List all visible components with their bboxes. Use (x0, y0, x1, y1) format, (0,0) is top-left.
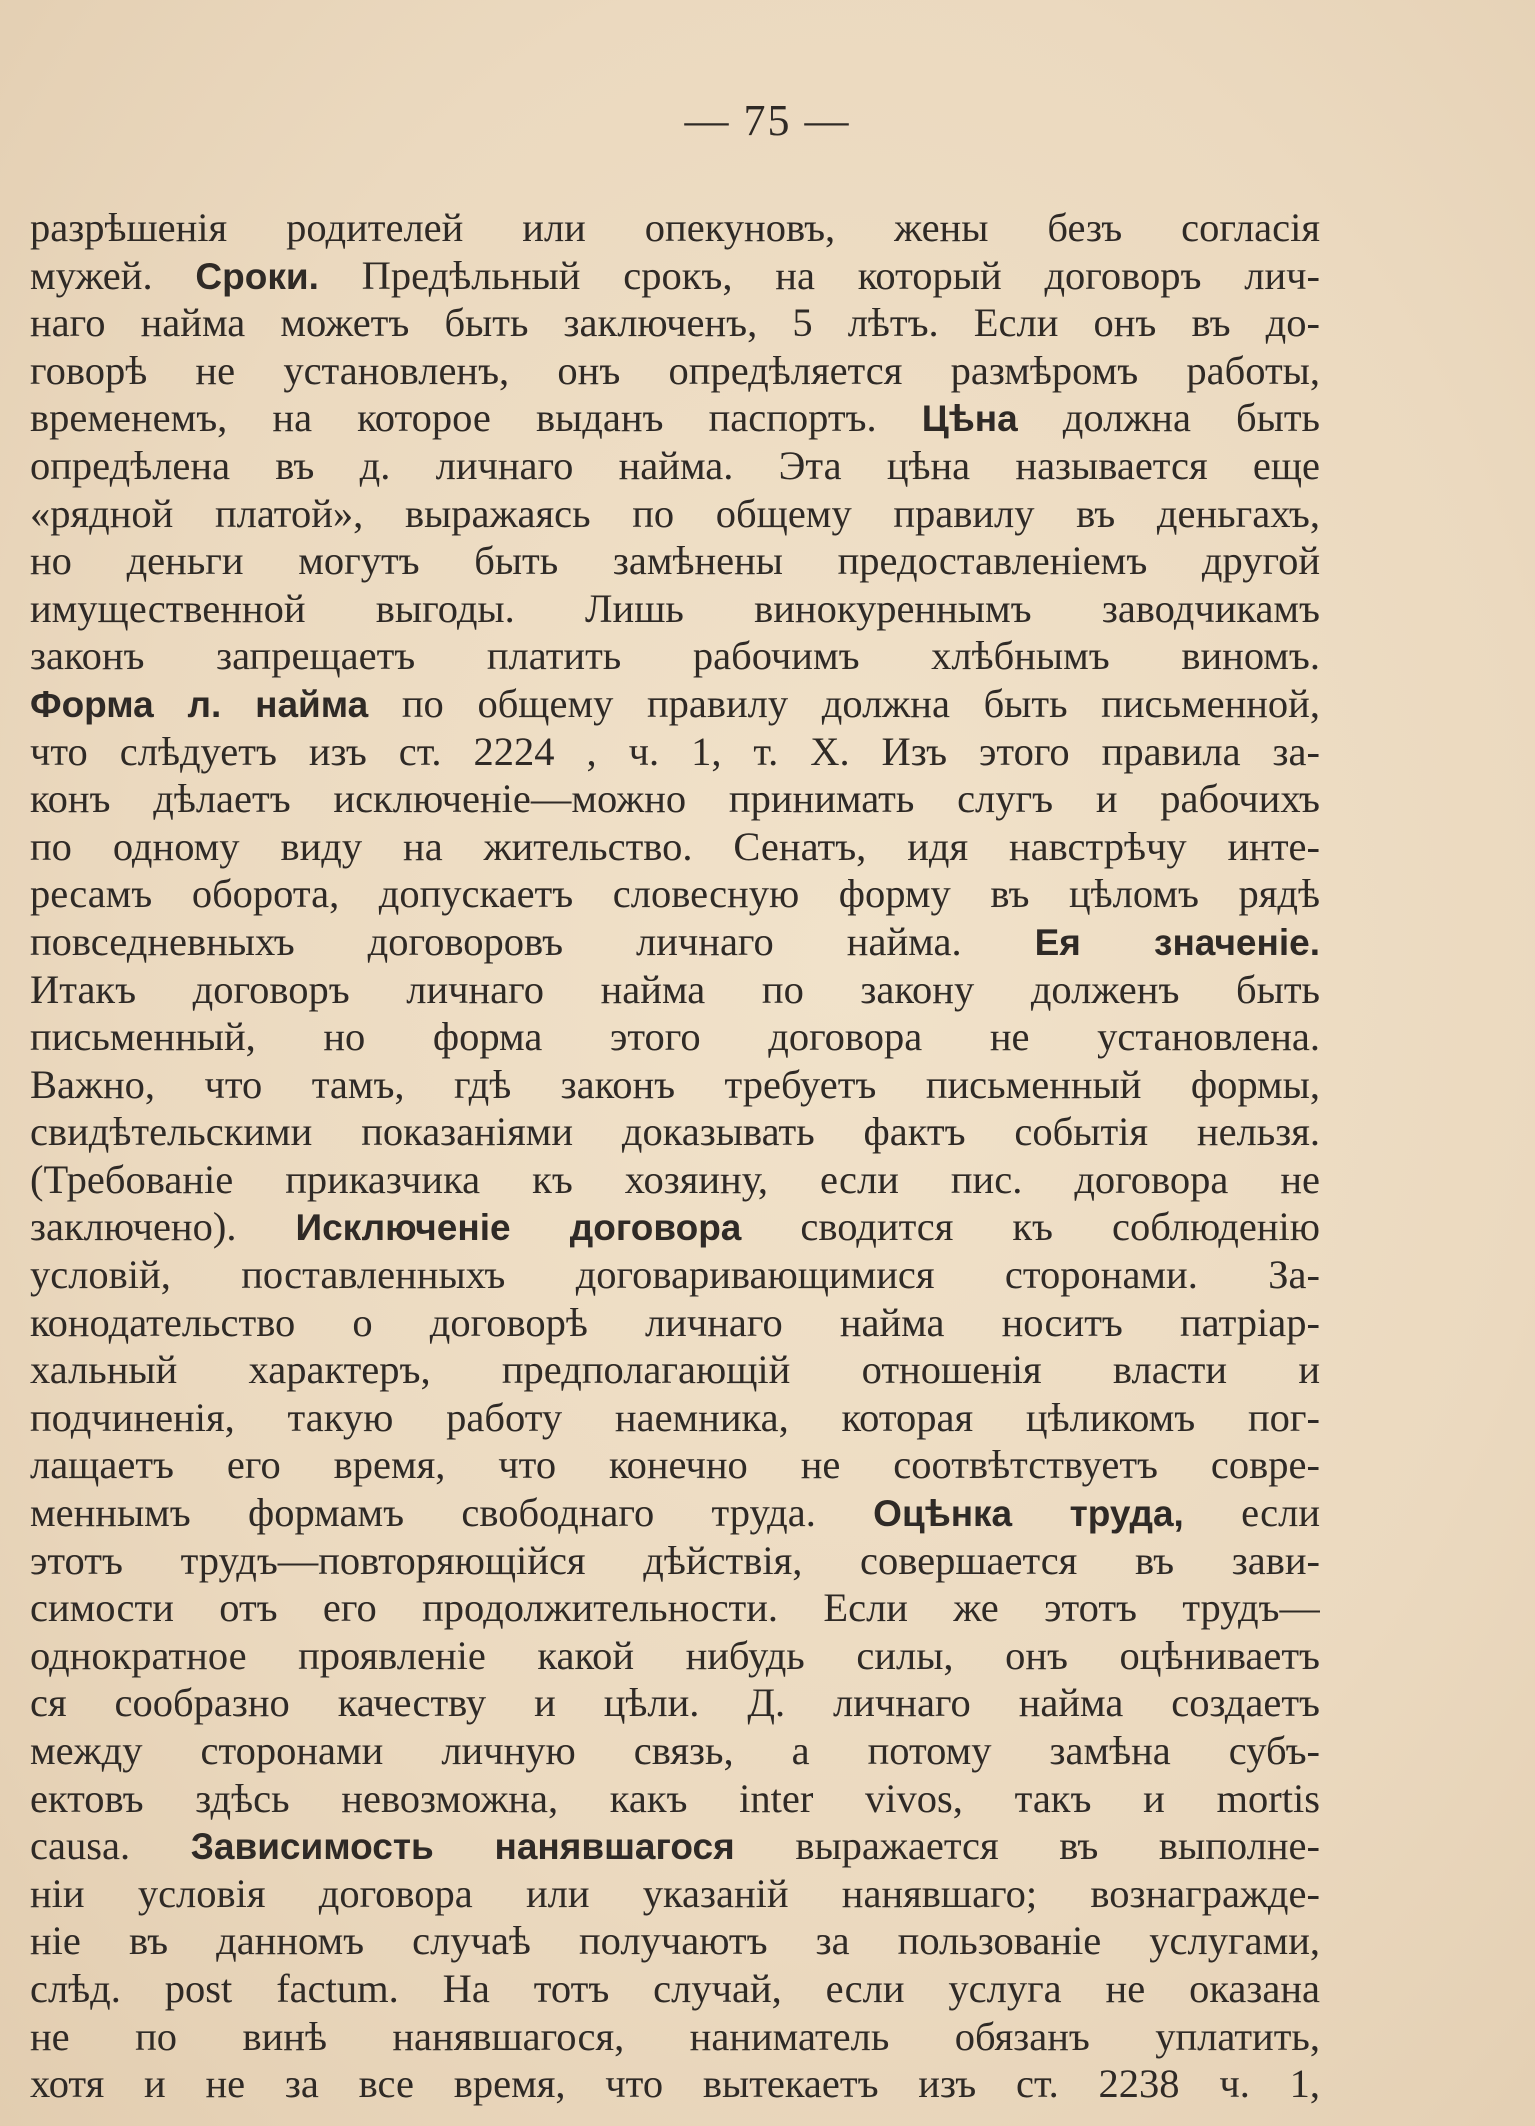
text-run: Итакъ договоръ личнаго найма по закону долженъ быть (30, 966, 1320, 1012)
text-line (30, 299, 1320, 347)
text-run: хотя и не за все время, что вытекаетъ изъ ст. 2238 ч. 1, (30, 2061, 1320, 2107)
text-line (30, 537, 1320, 585)
text-line (30, 1203, 1320, 1251)
text-run: по общему правилу должна быть письменной, (368, 680, 1320, 726)
text-run: лащаетъ его время, что конечно не соотвѣтствуетъ совре- (30, 1442, 1320, 1488)
text-line (30, 585, 1320, 633)
text-run: ся сообразно качеству и цѣли. Д. личнаго найма создаетъ (30, 1680, 1320, 1726)
text-line (30, 823, 1320, 871)
text-line (30, 2060, 1320, 2108)
text-line (30, 442, 1320, 490)
text-line (30, 1584, 1320, 1632)
text-line (30, 1489, 1320, 1537)
text-run: выражается въ выполне- (734, 1823, 1320, 1869)
text-line (30, 1346, 1320, 1394)
text-line (30, 1632, 1320, 1680)
text-run: конодательство о договорѣ личнаго найма носитъ патріар- (30, 1299, 1320, 1345)
text-run: (Требованіе приказчика къ хозяину, если пис. договора не (30, 1156, 1320, 1202)
text-line (30, 1156, 1320, 1204)
text-run: что слѣдуетъ изъ ст. 2224 , ч. 1, т. X. Изъ этого правила за- (30, 728, 1320, 774)
text-line (30, 918, 1320, 966)
text-run: ектовъ здѣсь невозможна, какъ inter vivos, такъ и mortis (30, 1775, 1320, 1821)
text-run: повседневныхъ договоровъ личнаго найма. (30, 918, 1035, 964)
text-line (30, 394, 1320, 442)
text-line (30, 1727, 1320, 1775)
text-run: заключено). (30, 1204, 296, 1250)
text-run: условій, поставленныхъ договаривающимися сторонами. За- (30, 1252, 1320, 1298)
text-line (30, 966, 1320, 1014)
text-line (30, 347, 1320, 395)
text-run: между сторонами личную связь, а потому замѣна субъ- (30, 1728, 1320, 1773)
text-run: слѣд. post factum. На тотъ случай, если услуга не оказана (30, 1965, 1320, 2011)
text-run: не по винѣ нанявшагося, наниматель обязанъ уплатить, (30, 2013, 1320, 2059)
text-line (30, 1917, 1320, 1965)
text-line (30, 252, 1320, 300)
text-run: «рядной платой», выражаясь по общему правилу въ деньгахъ, (30, 490, 1320, 536)
text-line (30, 680, 1320, 728)
text-line (30, 204, 1320, 252)
section-heading: Оцѣнка труда, (873, 1493, 1184, 1535)
text-run: письменный, но форма этого договора не установлена. (30, 1014, 1320, 1060)
section-heading: Сроки. (195, 255, 319, 297)
text-run: хальный характеръ, предполагающій отношенія власти и (30, 1347, 1320, 1393)
text-run: должна быть (1017, 395, 1320, 441)
text-run: разрѣшенія родителей или опекуновъ, жены безъ согласія (30, 205, 1320, 250)
text-line (30, 728, 1320, 776)
text-line (30, 1965, 1320, 2013)
text-line (30, 1394, 1320, 1442)
text-run: наго найма можетъ быть заключенъ, 5 лѣтъ. Если онъ въ до- (30, 300, 1320, 346)
body-text (30, 204, 1320, 2108)
text-run: временемъ, на которое выданъ паспортъ. (30, 395, 922, 441)
section-heading: Цѣна (921, 398, 1018, 440)
text-line (30, 2013, 1320, 2061)
text-run: если (1183, 1490, 1320, 1536)
text-run: меннымъ формамъ свободнаго труда. (30, 1490, 874, 1536)
text-run: однократное проявленіе какой нибудь силы, онъ оцѣниваетъ (30, 1632, 1320, 1678)
text-line (30, 1061, 1320, 1109)
text-line (30, 870, 1320, 918)
text-line (30, 1537, 1320, 1585)
text-run: конъ дѣлаетъ исключеніе—можно принимать слугъ и рабочихъ (30, 776, 1320, 822)
text-run: этотъ трудъ—повторяющійся дѣйствія, совершается въ зави- (30, 1537, 1320, 1583)
text-line (30, 1013, 1320, 1061)
section-heading: Форма л. найма (30, 683, 369, 725)
text-run: подчиненія, такую работу наемника, которая цѣликомъ пог- (30, 1394, 1320, 1440)
text-run: ніи условія договора или указаній нанявшаго; вознагражде- (30, 1870, 1320, 1916)
text-run: по одному виду на жительство. Сенатъ, идя навстрѣчу инте- (30, 823, 1320, 869)
text-line (30, 1870, 1320, 1918)
text-run: опредѣлена въ д. личнаго найма. Эта цѣна называется еще (30, 442, 1320, 488)
text-line (30, 1108, 1320, 1156)
text-run: симости отъ его продолжительности. Если же этотъ трудъ— (30, 1585, 1320, 1631)
text-run: говорѣ не установленъ, онъ опредѣляется размѣромъ работы, (30, 347, 1320, 393)
text-line (30, 1822, 1320, 1870)
text-run: свидѣтельскими показаніями доказывать фактъ событія нельзя. (30, 1109, 1320, 1155)
text-run: законъ запрещаетъ платить рабочимъ хлѣбнымъ виномъ. (30, 633, 1320, 679)
text-line (30, 1251, 1320, 1299)
text-run: мужей. (30, 252, 196, 298)
text-run: causa. (30, 1823, 191, 1869)
text-run: но деньги могутъ быть замѣнены предоставленіемъ другой (30, 538, 1320, 584)
text-run: ресамъ оборота, допускаетъ словесную форму въ цѣломъ рядѣ (30, 871, 1320, 917)
text-line (30, 632, 1320, 680)
text-run: Предѣльный срокъ, на который договоръ лич- (318, 252, 1320, 298)
text-run: имущественной выгоды. Лишь винокуреннымъ заводчикамъ (30, 585, 1320, 631)
text-line (30, 490, 1320, 538)
page-number: — 75 — (684, 96, 851, 145)
text-line (30, 775, 1320, 823)
section-heading: Исключеніе договора (295, 1207, 742, 1249)
text-line (30, 1441, 1320, 1489)
text-run: ніе въ данномъ случаѣ получаютъ за пользованіе услугами, (30, 1918, 1320, 1964)
text-line (30, 1775, 1320, 1823)
text-line (30, 1299, 1320, 1347)
section-heading: Зависимость нанявшагося (190, 1826, 735, 1868)
text-line (30, 1679, 1320, 1727)
section-heading: Ея значеніе. (1034, 921, 1320, 963)
text-run: Важно, что тамъ, гдѣ законъ требуетъ письменный формы, (30, 1061, 1320, 1107)
text-run: сводится къ соблюденію (741, 1204, 1320, 1250)
